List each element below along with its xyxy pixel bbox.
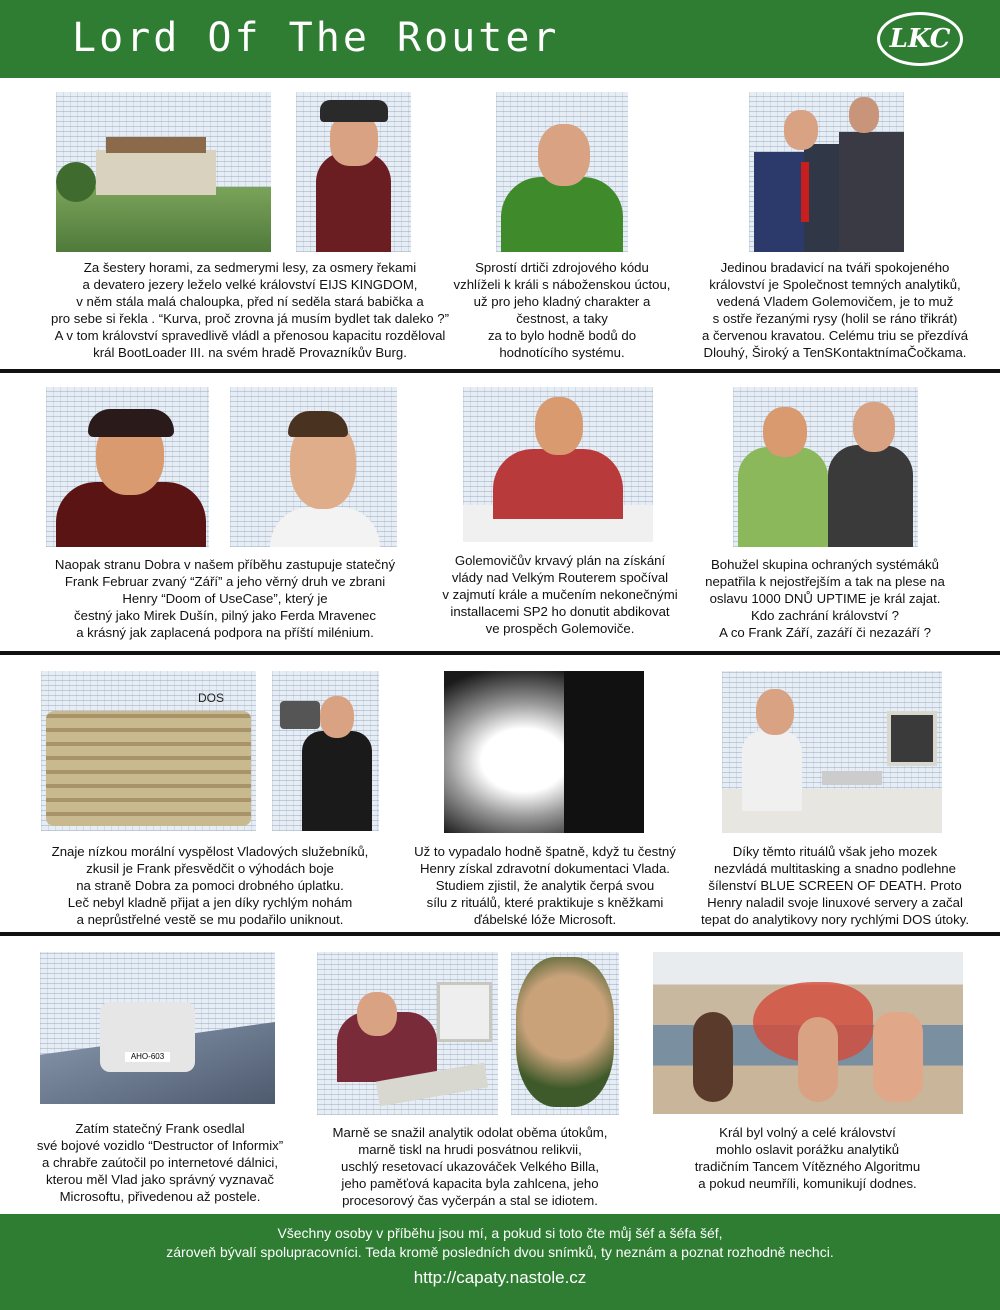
caption-line: nepatřila k nejostřejším a tak na plese na	[705, 574, 945, 589]
photo-castle-building	[56, 92, 271, 252]
photo-cash-stacks	[41, 671, 256, 831]
caption-line: kterou měl Vlad jako správný vyznavač	[46, 1172, 274, 1187]
caption-line: installacemi SP2 ho donutit abdikovat	[450, 604, 670, 619]
caption-line: v něm stála malá chaloupka, před ní seděla stará babička a	[76, 294, 424, 309]
photo-shape	[302, 731, 372, 831]
photo-shape	[316, 152, 391, 252]
photo-shape	[873, 1012, 923, 1102]
caption-panel-5	[440, 552, 680, 637]
caption-line: ďábelské lóže Microsoft.	[473, 912, 617, 927]
photo-shape	[320, 696, 354, 738]
photo-shape	[437, 982, 492, 1042]
caption-panel-4	[20, 556, 430, 641]
caption-panel-1	[20, 259, 480, 361]
footer-bar	[0, 1214, 1000, 1310]
photo-shape	[784, 110, 818, 150]
photo-shape	[822, 771, 882, 785]
caption-line: Sprostí drtiči zdrojového kódu	[475, 260, 649, 275]
photo-shape	[564, 671, 644, 833]
caption-line: zkusil je Frank přesvědčit o výhodách boje	[86, 861, 334, 876]
caption-line: Marně se snažil analytik odolat oběma útokům,	[332, 1125, 608, 1140]
photo-henry-profile	[230, 387, 397, 547]
photo-shape	[88, 409, 174, 437]
photo-shape	[738, 447, 828, 547]
photo-shape	[270, 507, 380, 547]
caption-line: království je Společnost temných analytiků,	[709, 277, 961, 292]
photo-king-uniform	[296, 92, 411, 252]
photo-shape	[887, 711, 937, 766]
caption-line: a neprůstřelné vestě se mu podařilo uniknout.	[76, 912, 344, 927]
photo-shape	[46, 711, 251, 826]
photo-bald-man-green	[496, 92, 628, 252]
photo-shape	[763, 407, 807, 457]
license-plate: AHO-603	[125, 1052, 170, 1062]
caption-line: Zatím statečný Frank osedlal	[75, 1121, 245, 1136]
caption-line: Henry získal zdravotní dokumentaci Vlada.	[420, 861, 670, 876]
caption-line: a devatero jezery leželo velké království EIJS KINGDOM,	[82, 277, 418, 292]
caption-line: a chrabře zaútočil po internetové dálnici,	[41, 1155, 279, 1170]
caption-line: jeho paměťová kapacita byla zahlcena, jeho	[341, 1176, 599, 1191]
caption-line: Znaje nízkou morální vyspělost Vladových služebníků,	[51, 844, 369, 859]
photo-shape	[853, 402, 895, 452]
photo-beach-dance	[653, 952, 963, 1114]
photo-analyst-keyboard	[317, 952, 498, 1115]
caption-line: ve prospěch Golemoviče.	[485, 621, 635, 636]
photo-shape	[538, 124, 590, 186]
photo-shape	[106, 137, 206, 153]
photo-shape	[801, 162, 809, 222]
footer-url-link[interactable]: http://capaty.nastole.cz	[413, 1268, 587, 1287]
photo-shape	[493, 449, 623, 519]
photo-shape	[742, 731, 802, 811]
caption-line: Golemovičův krvavý plán na získání	[454, 553, 666, 568]
caption-line: v zajmutí krále a mučením nekonečnými	[442, 587, 678, 602]
row-divider-2	[0, 651, 1000, 655]
caption-line: už pro jeho kladný charakter a	[473, 294, 651, 309]
caption-line: nezvládá multitasking a snadno podlehne	[714, 861, 956, 876]
page-title: Lord Of The Router	[72, 15, 560, 61]
caption-line: šílenství BLUE SCREEN OF DEATH. Proto	[708, 878, 962, 893]
photo-shape	[357, 992, 397, 1036]
caption-panel-2	[452, 259, 672, 361]
caption-line: vlády nad Velkým Routerem spočíval	[451, 570, 669, 585]
caption-line: Leč nebyl kladně přijat a jen díky rychlým nohám	[67, 895, 353, 910]
caption-line: Dlouhý, Široký a TenSKontaktnímaČočkama.	[703, 345, 967, 360]
caption-line: a pokud neumříli, komunikují dodnes.	[698, 1176, 917, 1191]
photo-shape	[756, 689, 794, 735]
caption-panel-3	[680, 259, 990, 361]
caption-line: procesorový čas vyčerpán a stal se idiotem.	[342, 1193, 598, 1208]
photo-party-analysts	[733, 387, 918, 547]
caption-line: pro sebe si řekla . “Kurva, proč zrovna já musím bydlet tak daleko ?”	[51, 311, 449, 326]
photo-shape	[501, 177, 623, 252]
caption-panel-7	[20, 843, 400, 928]
caption-line: své bojové vozidlo “Destructor of Informix”	[36, 1138, 284, 1153]
photo-shape	[56, 162, 96, 202]
footer-disclaimer-line-1: Všechny osoby v příběhu jsou mí, a pokud si toto čte můj šéf a šéfa šéf,	[277, 1225, 723, 1241]
caption-panel-8	[400, 843, 690, 928]
photo-shape	[849, 97, 879, 133]
caption-line: Studiem zjistil, že analytik čerpá svou	[435, 878, 655, 893]
caption-line: vedená Vladem Golemovičem, je to muž	[716, 294, 954, 309]
caption-line: Už to vypadalo hodně špatně, když tu čestný	[414, 844, 676, 859]
caption-line: čestný jako Mirek Dušín, pilný jako Ferda Mravenec	[74, 608, 376, 623]
photo-three-analysts	[749, 92, 904, 252]
caption-line: čestnost, a taky	[516, 311, 608, 326]
caption-line: tradičním Tancem Vítězného Algoritmu	[694, 1159, 921, 1174]
caption-line: oslavu 1000 DNŮ UPTIME je král zajat.	[709, 591, 941, 606]
caption-line: vzhlíželi k králi s náboženskou úctou,	[453, 277, 671, 292]
photo-shape	[535, 397, 583, 455]
caption-line: Henry “Doom of UseCase”, který je	[122, 591, 328, 606]
photo-shape	[693, 1012, 733, 1102]
caption-panel-10	[20, 1120, 300, 1205]
caption-line: mohlo oslavit porážku analytiků	[715, 1142, 900, 1157]
photo-shape	[828, 445, 913, 547]
caption-line: hodnotícího systému.	[499, 345, 625, 360]
caption-line: na straně Dobra za pomoci drobného úplatku.	[76, 878, 344, 893]
row-divider-1	[0, 369, 1000, 373]
footer-disclaimer-line-2: zároveň bývalí spolupracovníci. Teda kromě posledních dvou snímků, ty neznám a poznat rozhodně nechci.	[166, 1244, 834, 1260]
photo-xray	[444, 671, 644, 833]
caption-line: Henry naladil svoje linuxové servery a začal	[707, 895, 963, 910]
caption-line: Za šestery horami, za sedmerymi lesy, za osmery řekami	[83, 260, 417, 275]
caption-line: Naopak stranu Dobra v našem příběhu zastupuje statečný	[54, 557, 396, 572]
photo-shape	[96, 150, 216, 195]
caption-line: Bohužel skupina ochraných systémáků	[711, 557, 939, 572]
caption-line: Král byl volný a celé království	[719, 1125, 896, 1140]
caption-line: a krásný jak zaplacená podpora na příští milénium.	[76, 625, 374, 640]
caption-panel-12	[660, 1124, 955, 1192]
caption-line: Jedinou bradavicí na tváři spokojeného	[720, 260, 950, 275]
photo-golemovic-plan	[463, 387, 653, 542]
lkc-logo: LKC	[877, 12, 963, 66]
caption-line: tepat do analytikovy nory rychlými DOS útoky.	[700, 912, 969, 927]
photo-shape	[839, 132, 904, 252]
header-bar	[0, 0, 1000, 78]
photo-shape	[280, 701, 320, 729]
caption-line: A v tom království spravedlivě vládl a přenosou kapacitu rozděloval	[54, 328, 446, 343]
caption-panel-11	[320, 1124, 620, 1209]
cash-label: DOS	[197, 691, 224, 705]
caption-panel-6	[690, 556, 960, 641]
photo-frank-cap	[46, 387, 209, 547]
caption-line: za to bylo hodně bodů do	[487, 328, 637, 343]
photo-shape	[516, 957, 614, 1107]
photo-shape	[798, 1017, 838, 1102]
row-divider-3	[0, 932, 1000, 936]
caption-line: Frank Februar zvaný “Září” a jeho věrný druh ve zbrani	[64, 574, 386, 589]
photo-henry-computers	[722, 671, 942, 833]
photo-car-highway	[40, 952, 275, 1104]
photo-agent-gun	[272, 671, 379, 831]
caption-line: Microsoftu, přivedenou až postele.	[59, 1189, 261, 1204]
caption-line: Díky těmto rituálů však jeho mozek	[732, 844, 938, 859]
caption-line: s ostře řezanými rysy (holil se ráno třikrát)	[712, 311, 958, 326]
caption-line: marně tiskl na hrudi posvátnou relikvii,	[358, 1142, 582, 1157]
caption-panel-9	[680, 843, 990, 928]
caption-line: sílu z rituálů, které praktikuje s kněžkami	[426, 895, 664, 910]
caption-line: uschlý resetovací ukazováček Velkého Billa,	[340, 1159, 600, 1174]
caption-line: Kdo zachrání království ?	[750, 608, 900, 623]
caption-line: A co Frank Září, zazáří či nezazáří ?	[719, 625, 931, 640]
caption-line: král BootLoader III. na svém hradě Provazníkův Burg.	[93, 345, 407, 360]
photo-shape	[288, 411, 348, 437]
photo-toothless-man	[511, 952, 619, 1115]
photo-shape	[320, 100, 388, 122]
caption-line: a červenou kravatou. Celému triu se přezdívá	[701, 328, 969, 343]
